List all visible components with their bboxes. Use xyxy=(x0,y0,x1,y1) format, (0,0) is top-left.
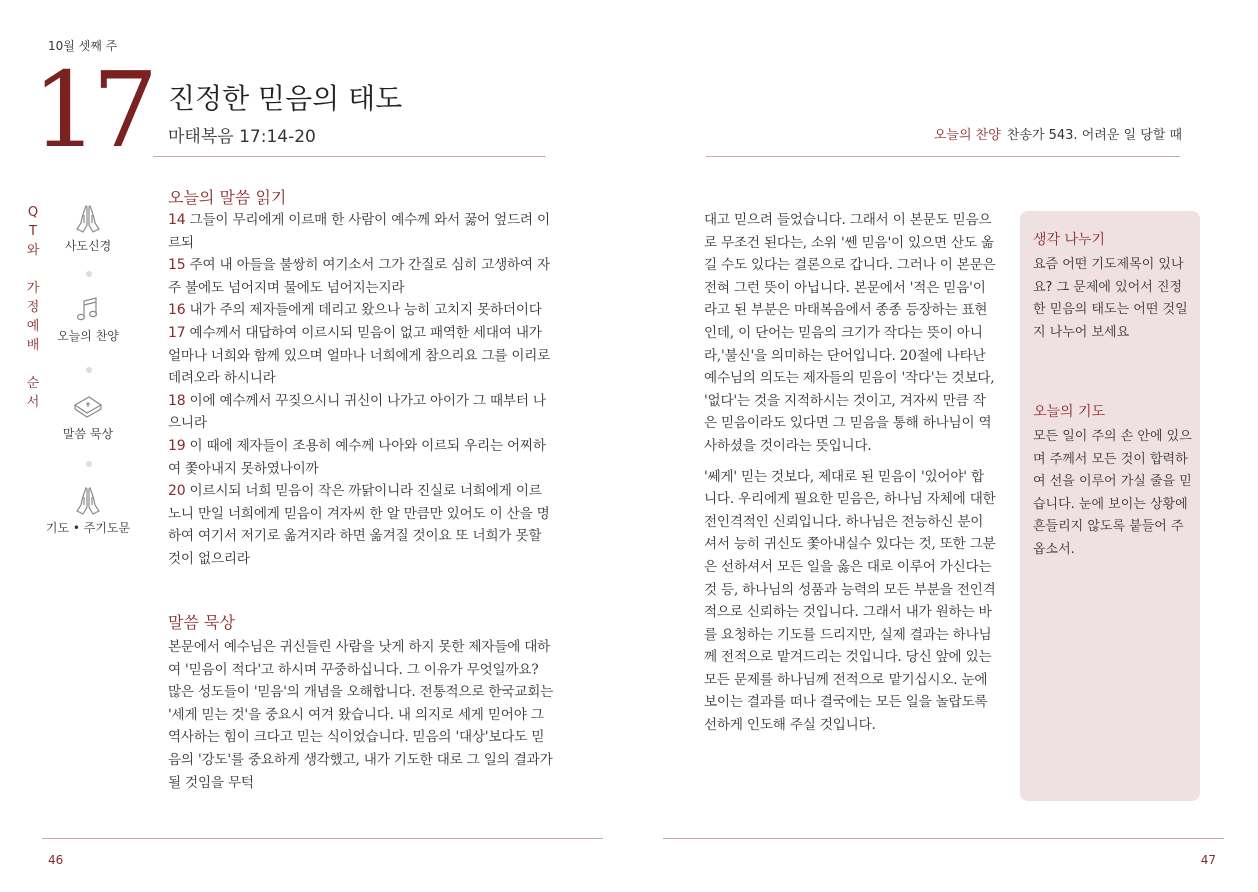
meditation-text-left: 본문에서 예수님은 귀신들린 사람을 낫게 하지 못한 제자들에 대하여 '믿음이 적다'고 하시며 꾸중하십니다. 그 이유가 무엇일까요? 많은 성도들이 '믿음'의 개념을 오해합니다. 전통적으로 한국교회는 '세게 믿는 것'을 중요시 여겨 왔습니다. 내 의지로 세게 믿어야 그 역사하는 힘이 크다고 믿는 식이었습니다. 믿음의 '대상'보다도 믿음의 '강도'를 중요하게 생각했고, 내가 기도한 대로 그 일의 결과가 될 것임을 무턱 xyxy=(168,639,554,791)
vertical-char: 예 xyxy=(26,319,40,334)
vertical-gap xyxy=(26,355,40,374)
vertical-char: 정 xyxy=(26,300,40,315)
meditation-text-right xyxy=(704,209,996,737)
reflection-box xyxy=(1020,211,1200,801)
verse xyxy=(168,435,554,480)
order-item-label: 오늘의 찬양 xyxy=(57,329,119,343)
week-label: 10월 셋째 주 xyxy=(48,39,118,53)
verse xyxy=(168,390,554,435)
verse-number: 15 xyxy=(168,257,186,274)
order-item-label: 사도신경 xyxy=(64,239,112,253)
verse-number: 20 xyxy=(168,483,186,500)
vertical-char: 와 xyxy=(26,243,40,258)
order-item-label: 기도 • 주기도문 xyxy=(45,521,131,535)
reading-verses xyxy=(168,209,554,571)
music-note-icon xyxy=(74,295,102,325)
verse-text: 그들이 무리에게 이르매 한 사람이 예수께 와서 꿇어 엎드려 이르되 xyxy=(168,212,550,251)
meditation-heading: 말씀 묵상 xyxy=(168,613,235,632)
page-number-left: 46 xyxy=(48,853,64,867)
verse xyxy=(168,254,554,299)
order-item-hymn xyxy=(40,295,136,344)
prayer-heading: 오늘의 기도 xyxy=(1033,404,1106,420)
order-item-meditation xyxy=(40,391,136,442)
verse xyxy=(168,322,554,390)
verse-text: 이 때에 제자들이 조용히 예수께 나아와 이르되 우리는 어찌하여 쫓아내지 못하였나이까 xyxy=(168,437,546,477)
order-item-creed xyxy=(40,203,136,254)
page-title: 진정한 믿음의 태도 xyxy=(168,82,403,115)
scripture-reference: 마태복음 17:14-20 xyxy=(168,127,316,147)
header-divider-right xyxy=(706,156,1180,157)
vertical-char: Q xyxy=(27,205,39,220)
vertical-char: 순 xyxy=(26,376,40,391)
verse xyxy=(168,209,554,254)
order-separator-dot xyxy=(86,271,92,277)
order-separator-dot xyxy=(86,367,92,373)
reading-heading: 오늘의 말씀 읽기 xyxy=(168,188,287,207)
sharing-text: 요즘 어떤 기도제목이 있나요? 그 문제에 있어서 진정한 믿음의 태도는 어떤 것일지 나누어 보세요 xyxy=(1033,257,1188,340)
order-separator-dot xyxy=(86,461,92,467)
praying-hands-icon xyxy=(73,485,103,517)
vertical-char: 가 xyxy=(26,281,40,296)
verse xyxy=(168,299,554,322)
verse xyxy=(168,480,554,570)
todays-hymn xyxy=(934,124,1182,143)
header-divider-left xyxy=(153,156,546,157)
verse-number: 16 xyxy=(168,302,186,319)
verse-text: 예수께서 대답하여 이르시되 믿음이 없고 패역한 세대여 내가 얼마나 너희와 함께 있으며 얼마나 너희에게 참으리요 그를 이리로 데려오라 하시니라 xyxy=(168,324,551,387)
vertical-char: T xyxy=(29,224,37,239)
verse-number: 17 xyxy=(168,324,186,341)
page-number-right: 47 xyxy=(1200,853,1216,867)
hymn-value: 찬송가 543. 어려운 일 당할 때 xyxy=(1006,128,1182,143)
praying-hands-icon xyxy=(73,203,103,235)
verse-number: 19 xyxy=(168,437,186,454)
footer-divider-right xyxy=(663,838,1224,839)
order-item-label: 말씀 묵상 xyxy=(62,427,114,441)
verse-text: 이르시되 너희 믿음이 작은 까닭이니라 진실로 너희에게 이르노니 만일 너희에게 믿음이 겨자씨 한 알 만큼만 있어도 이 산을 명하여 여기서 저기로 옮겨지라 하면 옮겨질 것이요 또 너희가 못할 것이 없으리라 xyxy=(168,483,550,567)
verse-text: 내가 주의 제자들에게 데리고 왔으나 능히 고치지 못하더이다 xyxy=(185,302,542,319)
verse-number: 18 xyxy=(168,392,186,409)
order-item-prayer xyxy=(40,485,136,536)
day-number: 17 xyxy=(32,49,153,171)
verse-number: 14 xyxy=(168,212,186,228)
footer-divider-left xyxy=(42,838,603,839)
qt-order-vertical-label xyxy=(26,203,40,412)
prayer-text: 모든 일이 주의 손 안에 있으며 주께서 모든 것이 합력하여 선을 이루어 가실 줄을 믿습니다. 눈에 보이는 상황에 흔들리지 않도록 붙들어 주옵소서. xyxy=(1033,429,1192,557)
vertical-gap xyxy=(26,260,40,279)
meditation-paragraph: '쎄게' 믿는 것보다, 제대로 된 믿음이 '있어야' 합니다. 우리에게 필요한 믿음은, 하나님 자체에 대한 전인격적인 신뢰입니다. 하나님은 전능하신 분이셔서 능히 귀신도 쫓아내실수 있다는 것, 또한 그분은 선하셔서 모든 일을 옳은 대로 이루어 가신다는 것 등, 하나님의 성품과 능력의 모든 부분을 전인격적으로 신뢰하는 것입니다. 그래서 내가 원하는 바를 요청하는 기도를 드리지만, 실제 결과는 하나님께 전적으로 맡겨드리는 것입니다. 당신 앞에 있는 모든 문제를 하나님께 전적으로 맡기십시오. 눈에 보이는 결과를 떠나 결국에는 모든 일을 놀랍도록 선하게 인도해 주실 것입니다. xyxy=(704,468,996,734)
verse-text: 주여 내 아들을 불쌍히 여기소서 그가 간질로 심히 고생하여 자주 불에도 넘어지며 물에도 넘어지는지라 xyxy=(168,257,550,296)
meditation-paragraph: 대고 믿으려 들었습니다. 그래서 이 본문도 믿음으로 무조건 된다는, 소위 '쎈 믿음'이 있으면 산도 옮길 수도 있다는 결론으로 갑니다. 그러나 이 본문은 전혀 그런 뜻이 아닙니다. 본문에서 '적은 믿음'이라고 된 부분은 마태복음에서 종종 등장하는 표현인데, 이 단어는 믿음의 크기가 작다는 뜻이 아니라,'불신'을 의미하는 단어입니다. 20절에 나타난 예수님의 의도는 제자들의 믿음이 '작다'는 것보다, '없다'는 것을 지적하시는 것이고, 겨자씨 만큼 작은 믿음이라도 있다면 그 믿음을 통해 하나님이 역사하셨을 것이라는 뜻입니다. xyxy=(704,212,996,454)
sharing-heading: 생각 나누기 xyxy=(1033,232,1106,248)
vertical-char: 서 xyxy=(26,395,40,410)
vertical-char: 배 xyxy=(26,338,40,353)
bible-book-icon xyxy=(72,391,104,423)
verse-text: 이에 예수께서 꾸짖으시니 귀신이 나가고 아이가 그 때부터 나으니라 xyxy=(168,392,546,432)
hymn-label: 오늘의 찬양 xyxy=(933,128,1001,143)
